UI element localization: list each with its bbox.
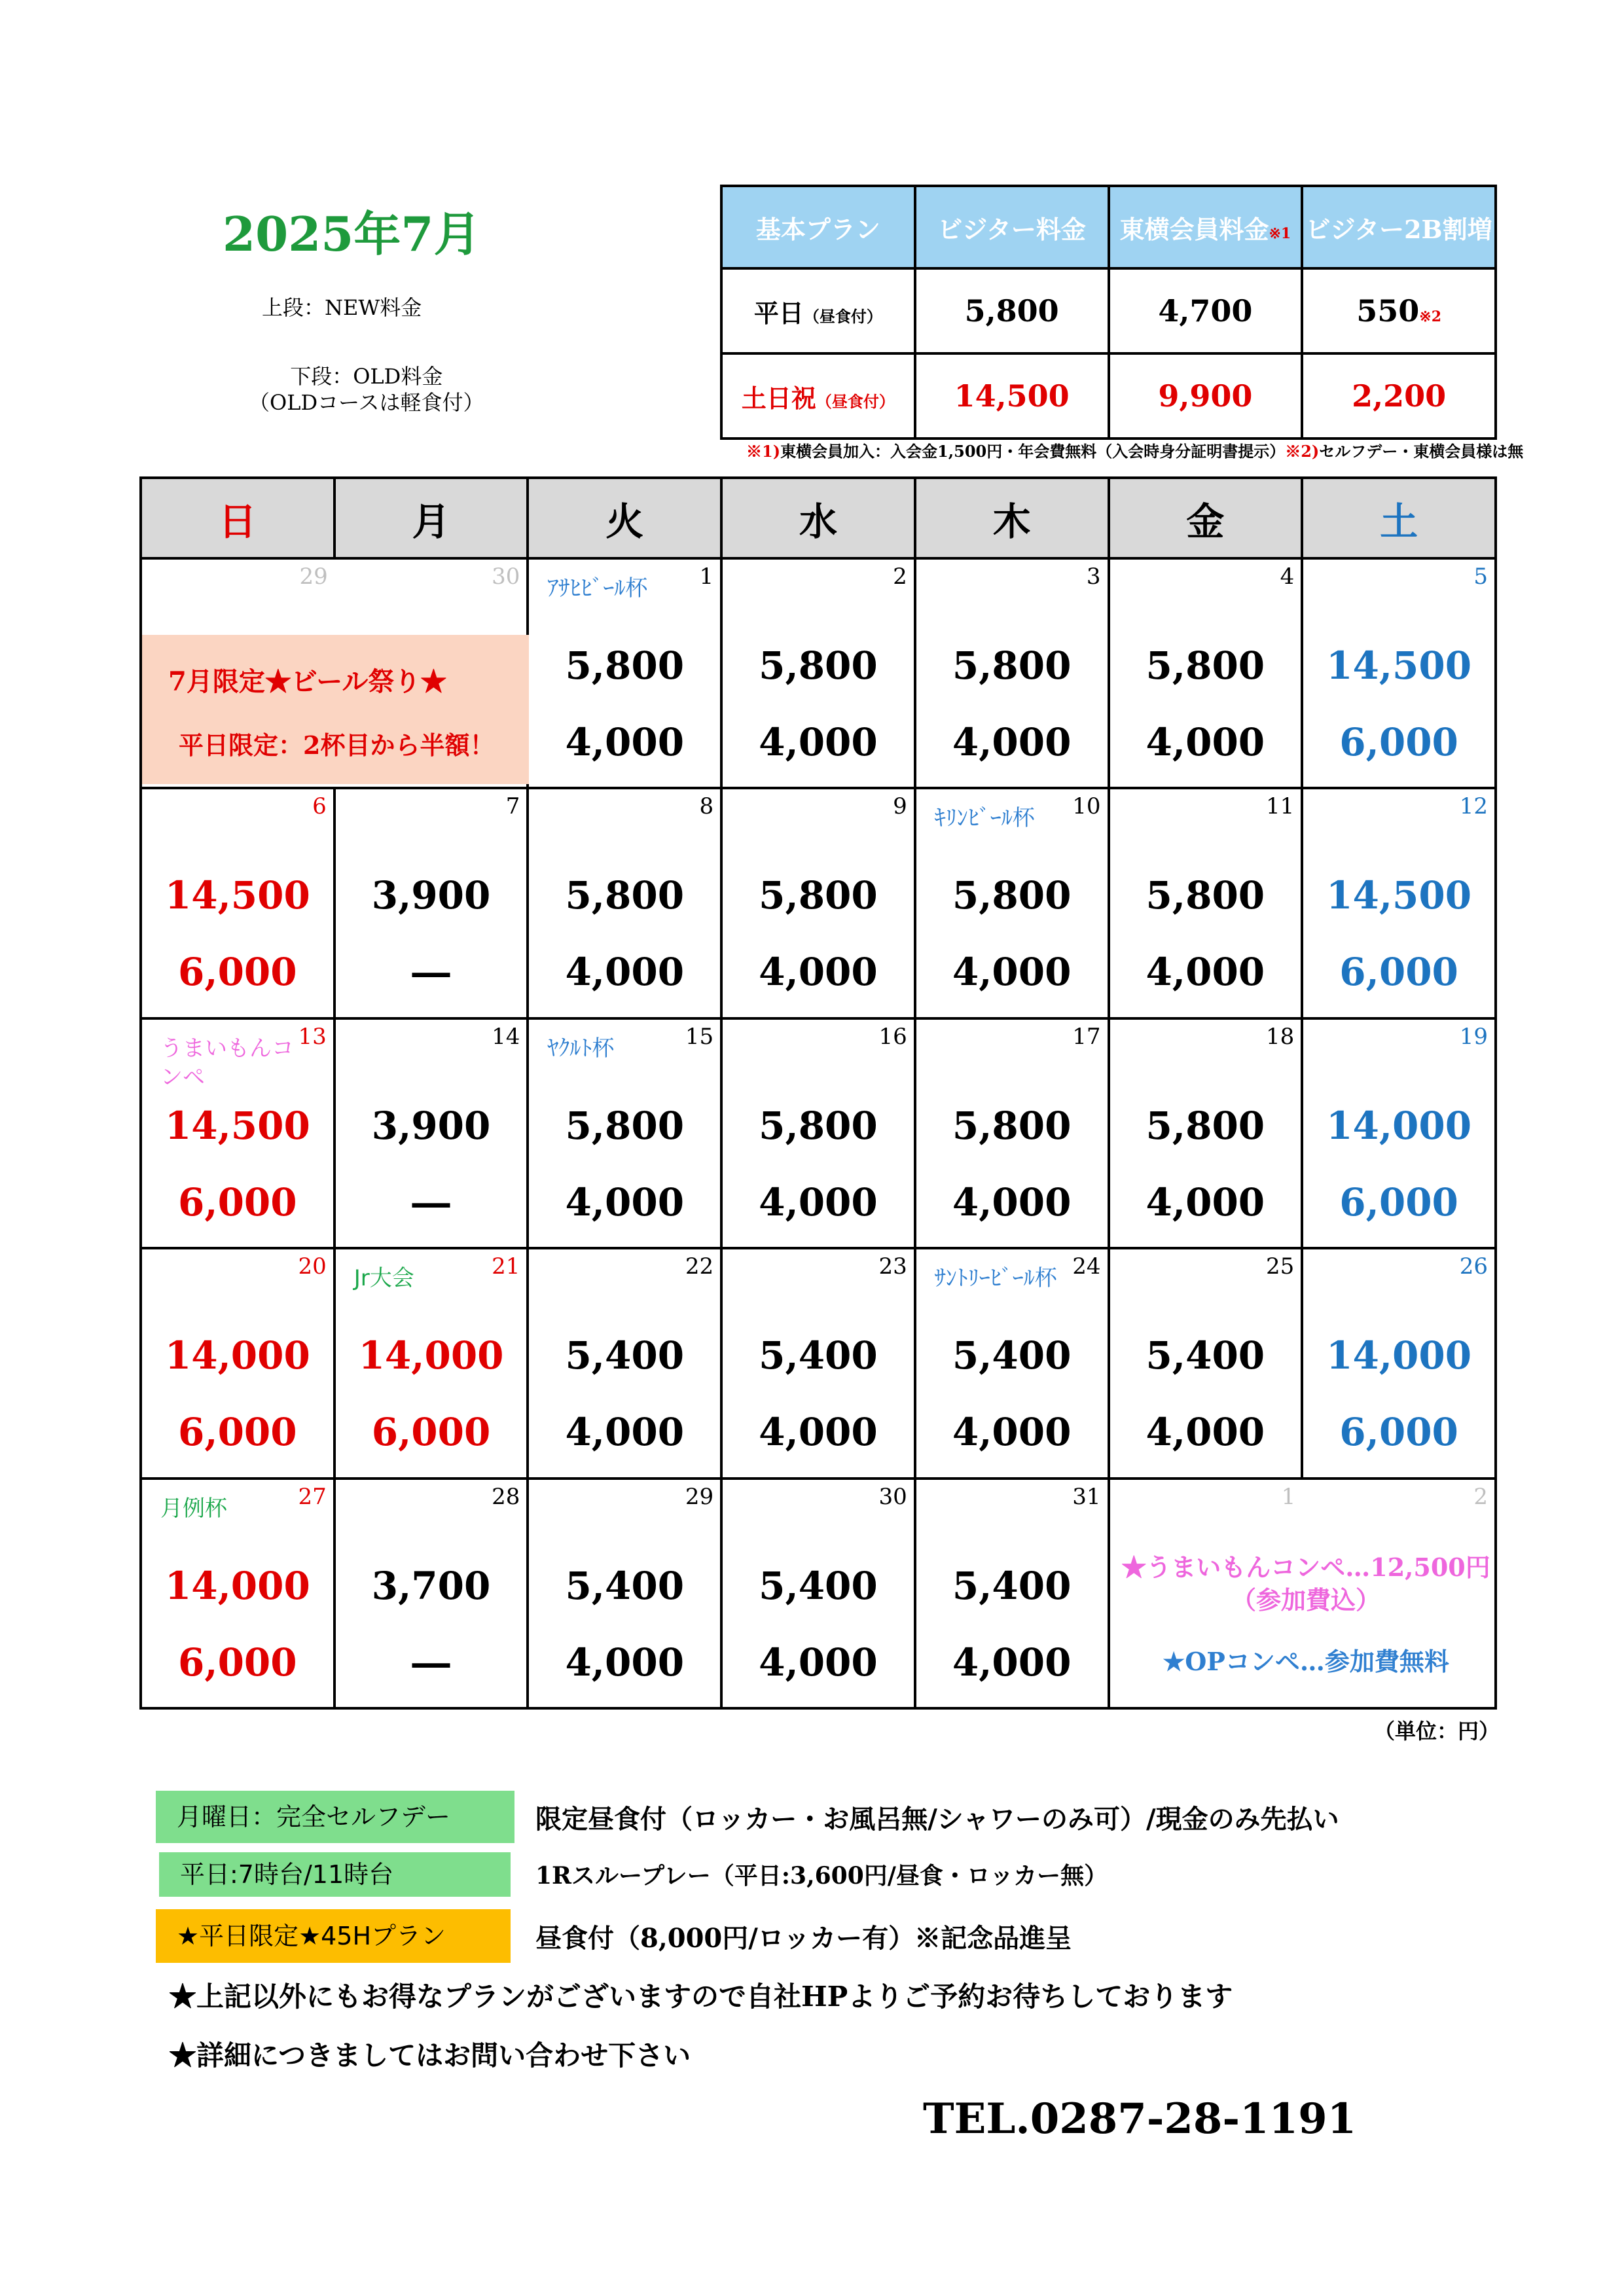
price-new: 5,400 bbox=[565, 1563, 685, 1608]
day-number: 23 bbox=[878, 1253, 907, 1280]
price-new: 5,800 bbox=[759, 1103, 878, 1148]
price-old: 4,000 bbox=[565, 950, 685, 995]
day-number: 29 bbox=[299, 564, 328, 590]
price-new: 14,500 bbox=[164, 1103, 310, 1148]
price-header-2b: ビジター2B割増 bbox=[1302, 186, 1496, 268]
price-header-visitor: ビジター料金 bbox=[915, 186, 1109, 268]
price-new: 5,800 bbox=[565, 873, 685, 918]
price-old: 4,000 bbox=[565, 1640, 685, 1685]
price-new: 5,800 bbox=[952, 873, 1072, 918]
footnote-mark-1: ※1) bbox=[746, 442, 781, 461]
calendar-day-cell bbox=[334, 1479, 528, 1708]
calendar-week bbox=[141, 1248, 1496, 1478]
price-old: 4,000 bbox=[952, 720, 1072, 764]
calendar-day-cell bbox=[915, 788, 1109, 1018]
price-new: 14,500 bbox=[1326, 873, 1472, 918]
price-weekday-2b-mark: ※2 bbox=[1419, 308, 1442, 325]
calendar-day-cell bbox=[1302, 1248, 1496, 1478]
calendar-day-cell bbox=[1109, 558, 1303, 788]
price-new: 14,000 bbox=[164, 1333, 310, 1378]
price-new: 14,500 bbox=[1326, 643, 1472, 688]
monday-self-day-tag: 月曜日：完全セルフデー bbox=[156, 1791, 514, 1843]
weekday-fri: 金 bbox=[1109, 478, 1303, 558]
day-number: 14 bbox=[492, 1023, 520, 1050]
price-holiday-member: 9,900 bbox=[1109, 353, 1303, 439]
price-table bbox=[720, 185, 1497, 440]
price-new: 5,400 bbox=[759, 1563, 878, 1608]
calendar-day-cell bbox=[141, 1018, 334, 1248]
price-new: 14,000 bbox=[164, 1563, 310, 1608]
45h-plan-tag: ★平日限定★45Hプラン bbox=[156, 1909, 511, 1963]
price-new: 5,800 bbox=[759, 873, 878, 918]
weekday-time-tag: 平日:7時台/11時台 bbox=[159, 1852, 511, 1897]
calendar-day-cell bbox=[334, 1018, 528, 1248]
unit-label: （単位：円） bbox=[1373, 1719, 1500, 1744]
event-label: ｷﾘﾝﾋﾞｰﾙ杯 bbox=[934, 805, 1035, 832]
day-number: 13 bbox=[298, 1023, 327, 1050]
phone-number: TEL.0287-28-1191 bbox=[923, 2094, 1357, 2144]
price-old: 6,000 bbox=[1339, 950, 1458, 995]
calendar-day-cell bbox=[528, 1248, 721, 1478]
day-number: 15 bbox=[685, 1023, 714, 1050]
day-number: 16 bbox=[878, 1023, 907, 1050]
price-new: 14,000 bbox=[358, 1333, 504, 1378]
calendar-day-cell bbox=[721, 1479, 915, 1708]
calendar-week bbox=[141, 1018, 1496, 1248]
day-number: 5 bbox=[1473, 564, 1488, 590]
price-new: 5,800 bbox=[952, 1103, 1072, 1148]
price-new: 5,800 bbox=[952, 643, 1072, 688]
calendar-day-cell bbox=[1302, 788, 1496, 1018]
calendar-day-cell bbox=[528, 788, 721, 1018]
event-label: ﾔｸﾙﾄ杯 bbox=[547, 1035, 615, 1062]
price-old: 4,000 bbox=[759, 1410, 878, 1455]
lower-price-note-line2: （OLDコースは軽食付） bbox=[249, 390, 484, 415]
calendar-day-cell bbox=[334, 1248, 528, 1478]
price-new: 5,400 bbox=[759, 1333, 878, 1378]
price-old: 4,000 bbox=[1146, 1179, 1265, 1225]
promo-title: 7月限定★ビール祭り★ bbox=[168, 666, 447, 697]
price-row-weekday-label bbox=[721, 268, 915, 353]
price-old: 4,000 bbox=[759, 950, 878, 995]
day-number: 2 bbox=[1473, 1483, 1488, 1510]
price-old: 4,000 bbox=[759, 1640, 878, 1685]
price-header-member bbox=[1109, 186, 1303, 268]
day-number: 22 bbox=[685, 1253, 714, 1280]
price-weekday-member: 4,700 bbox=[1109, 268, 1303, 353]
day-number: 1 bbox=[699, 564, 714, 590]
holiday-label: 土日祝 bbox=[741, 383, 816, 413]
price-old: 4,000 bbox=[1146, 1410, 1265, 1455]
umaimon-compe-note: ★うまいもんコンペ…12,500円（参加費込） bbox=[1121, 1552, 1490, 1615]
price-old: 6,000 bbox=[371, 1410, 491, 1455]
day-number: 18 bbox=[1265, 1023, 1295, 1050]
price-new: 5,800 bbox=[1146, 873, 1265, 918]
weekday-thu: 木 bbox=[915, 478, 1109, 558]
day-number: 27 bbox=[298, 1483, 327, 1510]
price-old: ― bbox=[412, 950, 450, 995]
price-new: 3,700 bbox=[371, 1563, 491, 1608]
day-number: 10 bbox=[1072, 793, 1101, 820]
day-number: 28 bbox=[492, 1483, 520, 1510]
calendar-day-cell bbox=[1302, 1018, 1496, 1248]
price-holiday-visitor: 14,500 bbox=[915, 353, 1109, 439]
day-number: 30 bbox=[878, 1483, 907, 1510]
price-weekday-visitor: 5,800 bbox=[915, 268, 1109, 353]
calendar-day-cell bbox=[915, 1248, 1109, 1478]
price-old: 4,000 bbox=[952, 1640, 1072, 1685]
price-new: 5,800 bbox=[565, 643, 685, 688]
price-weekday-2b-value: 550 bbox=[1356, 293, 1420, 329]
price-old: ― bbox=[412, 1640, 450, 1685]
lower-price-note bbox=[249, 363, 484, 416]
calendar-day-cell bbox=[915, 1018, 1109, 1248]
price-old: 6,000 bbox=[178, 1410, 297, 1455]
price-new: 5,800 bbox=[759, 643, 878, 688]
day-number: 26 bbox=[1459, 1253, 1488, 1280]
weekday-label: 平日 bbox=[753, 298, 804, 328]
price-new: 3,900 bbox=[371, 1103, 491, 1148]
weekday-mon: 月 bbox=[334, 478, 528, 558]
price-new: 5,800 bbox=[1146, 1103, 1265, 1148]
calendar-week bbox=[141, 788, 1496, 1018]
price-new: 5,800 bbox=[565, 1103, 685, 1148]
price-old: 6,000 bbox=[178, 1640, 297, 1685]
price-new: 5,400 bbox=[565, 1333, 685, 1378]
price-old: 4,000 bbox=[952, 1410, 1072, 1455]
price-old: 4,000 bbox=[759, 1179, 878, 1225]
other-plans-note: ★上記以外にもお得なプランがございますので自社HPよりご予約お待ちしております bbox=[169, 1981, 1233, 2013]
price-old: 4,000 bbox=[952, 1179, 1072, 1225]
day-number: 21 bbox=[492, 1253, 520, 1280]
op-compe-note: ★OPコンペ…参加費無料 bbox=[1163, 1647, 1449, 1676]
month-title: 2025年7月 bbox=[223, 206, 481, 262]
event-label: 月例杯 bbox=[160, 1495, 227, 1522]
day-number: 19 bbox=[1459, 1023, 1488, 1050]
weekday-tue: 火 bbox=[528, 478, 721, 558]
day-number: 2 bbox=[893, 564, 907, 590]
price-old: 6,000 bbox=[178, 1179, 297, 1225]
event-label: うまいもんコンペ bbox=[160, 1035, 294, 1090]
day-number: 1 bbox=[1281, 1483, 1296, 1510]
day-number: 17 bbox=[1072, 1023, 1101, 1050]
price-new: 14,500 bbox=[164, 873, 310, 918]
day-number: 12 bbox=[1459, 793, 1488, 820]
price-weekday-2b bbox=[1302, 268, 1496, 353]
calendar-day-cell bbox=[1302, 558, 1496, 788]
footnote-text-1: 東横会員加入：入会金1,500円・年会費無料（入会時身分証明書提示） bbox=[780, 442, 1286, 461]
calendar-day-cell bbox=[721, 558, 915, 788]
footnote-mark-2: ※2) bbox=[1285, 442, 1320, 461]
event-label: Jr大会 bbox=[353, 1265, 414, 1292]
calendar-day-cell bbox=[528, 1018, 721, 1248]
price-new: 5,400 bbox=[1146, 1333, 1265, 1378]
calendar-day-cell bbox=[915, 558, 1109, 788]
price-old: 4,000 bbox=[1146, 720, 1265, 764]
price-new: 5,400 bbox=[952, 1563, 1072, 1608]
weekday-wed: 水 bbox=[721, 478, 915, 558]
price-old: 4,000 bbox=[565, 720, 685, 764]
calendar-day-cell bbox=[1109, 1018, 1303, 1248]
price-header-plan: 基本プラン bbox=[721, 186, 915, 268]
weekday-sat: 土 bbox=[1302, 478, 1496, 558]
lower-price-note-line1: 下段：OLD料金 bbox=[290, 364, 443, 389]
calendar-day-cell bbox=[1109, 1248, 1303, 1478]
contact-note: ★詳細につきましてはお問い合わせ下さい bbox=[169, 2039, 691, 2072]
upper-price-note: 上段：NEW料金 bbox=[262, 295, 422, 320]
price-new: 14,000 bbox=[1326, 1333, 1472, 1378]
price-new: 14,000 bbox=[1326, 1103, 1472, 1148]
day-number: 7 bbox=[505, 793, 520, 820]
day-number: 30 bbox=[492, 564, 520, 590]
day-number: 9 bbox=[893, 793, 907, 820]
calendar-day-cell bbox=[721, 1248, 915, 1478]
price-old: 4,000 bbox=[565, 1179, 685, 1225]
day-number: 20 bbox=[298, 1253, 327, 1280]
price-old: 4,000 bbox=[759, 720, 878, 764]
price-new: 5,400 bbox=[952, 1333, 1072, 1378]
calendar-day-cell bbox=[528, 1479, 721, 1708]
day-number: 29 bbox=[685, 1483, 714, 1510]
price-footnote bbox=[746, 439, 1523, 461]
price-header-member-label: 東横会員料金 bbox=[1119, 214, 1269, 244]
price-new: 3,900 bbox=[371, 873, 491, 918]
weekday-label-small: （昼食付） bbox=[803, 306, 882, 326]
calendar-day-cell bbox=[1109, 788, 1303, 1018]
price-old: ― bbox=[412, 1179, 450, 1225]
price-old: 6,000 bbox=[178, 950, 297, 995]
day-number: 4 bbox=[1280, 564, 1295, 590]
calendar-day-cell bbox=[334, 788, 528, 1018]
price-old: 6,000 bbox=[1339, 720, 1458, 764]
day-number: 24 bbox=[1072, 1253, 1101, 1280]
calendar-day-cell bbox=[141, 788, 334, 1018]
day-number: 3 bbox=[1086, 564, 1101, 590]
price-old: 4,000 bbox=[1146, 950, 1265, 995]
price-new: 5,800 bbox=[1146, 643, 1265, 688]
price-holiday-2b: 2,200 bbox=[1302, 353, 1496, 439]
promo-subtitle: 平日限定：2杯目から半額！ bbox=[179, 730, 495, 760]
weekday-time-text: 1Rスループレー（平日:3,600円/昼食・ロッカー無） bbox=[535, 1862, 1108, 1890]
footnote-text-2: セルフデー・東横会員様は無 bbox=[1319, 442, 1524, 461]
event-label: ｻﾝﾄﾘｰﾋﾞｰﾙ杯 bbox=[934, 1265, 1057, 1292]
calendar-day-cell bbox=[141, 1248, 334, 1478]
price-row-holiday-label bbox=[721, 353, 915, 439]
day-number: 6 bbox=[312, 793, 327, 820]
45h-plan-text: 昼食付（8,000円/ロッカー有）※記念品進呈 bbox=[535, 1923, 1072, 1954]
calendar-day-cell bbox=[141, 1479, 334, 1708]
holiday-label-small: （昼食付） bbox=[816, 391, 895, 411]
price-old: 4,000 bbox=[565, 1410, 685, 1455]
day-number: 25 bbox=[1265, 1253, 1295, 1280]
price-old: 6,000 bbox=[1339, 1410, 1458, 1455]
day-number: 11 bbox=[1265, 793, 1295, 820]
day-number: 31 bbox=[1072, 1483, 1101, 1510]
beer-festival-promo bbox=[142, 635, 529, 784]
calendar-day-cell bbox=[721, 788, 915, 1018]
calendar-day-cell bbox=[721, 1018, 915, 1248]
monday-self-day-text: 限定昼食付（ロッカー・お風呂無/シャワーのみ可）/現金のみ先払い bbox=[535, 1804, 1339, 1835]
calendar-day-cell bbox=[915, 1479, 1109, 1708]
calendar-day-cell bbox=[528, 558, 721, 788]
price-old: 6,000 bbox=[1339, 1179, 1458, 1225]
price-header-member-mark: ※1 bbox=[1269, 224, 1291, 242]
price-old: 4,000 bbox=[952, 950, 1072, 995]
weekday-sun: 日 bbox=[141, 478, 334, 558]
day-number: 8 bbox=[699, 793, 714, 820]
event-label: ｱｻﾋﾋﾞｰﾙ杯 bbox=[547, 575, 648, 601]
